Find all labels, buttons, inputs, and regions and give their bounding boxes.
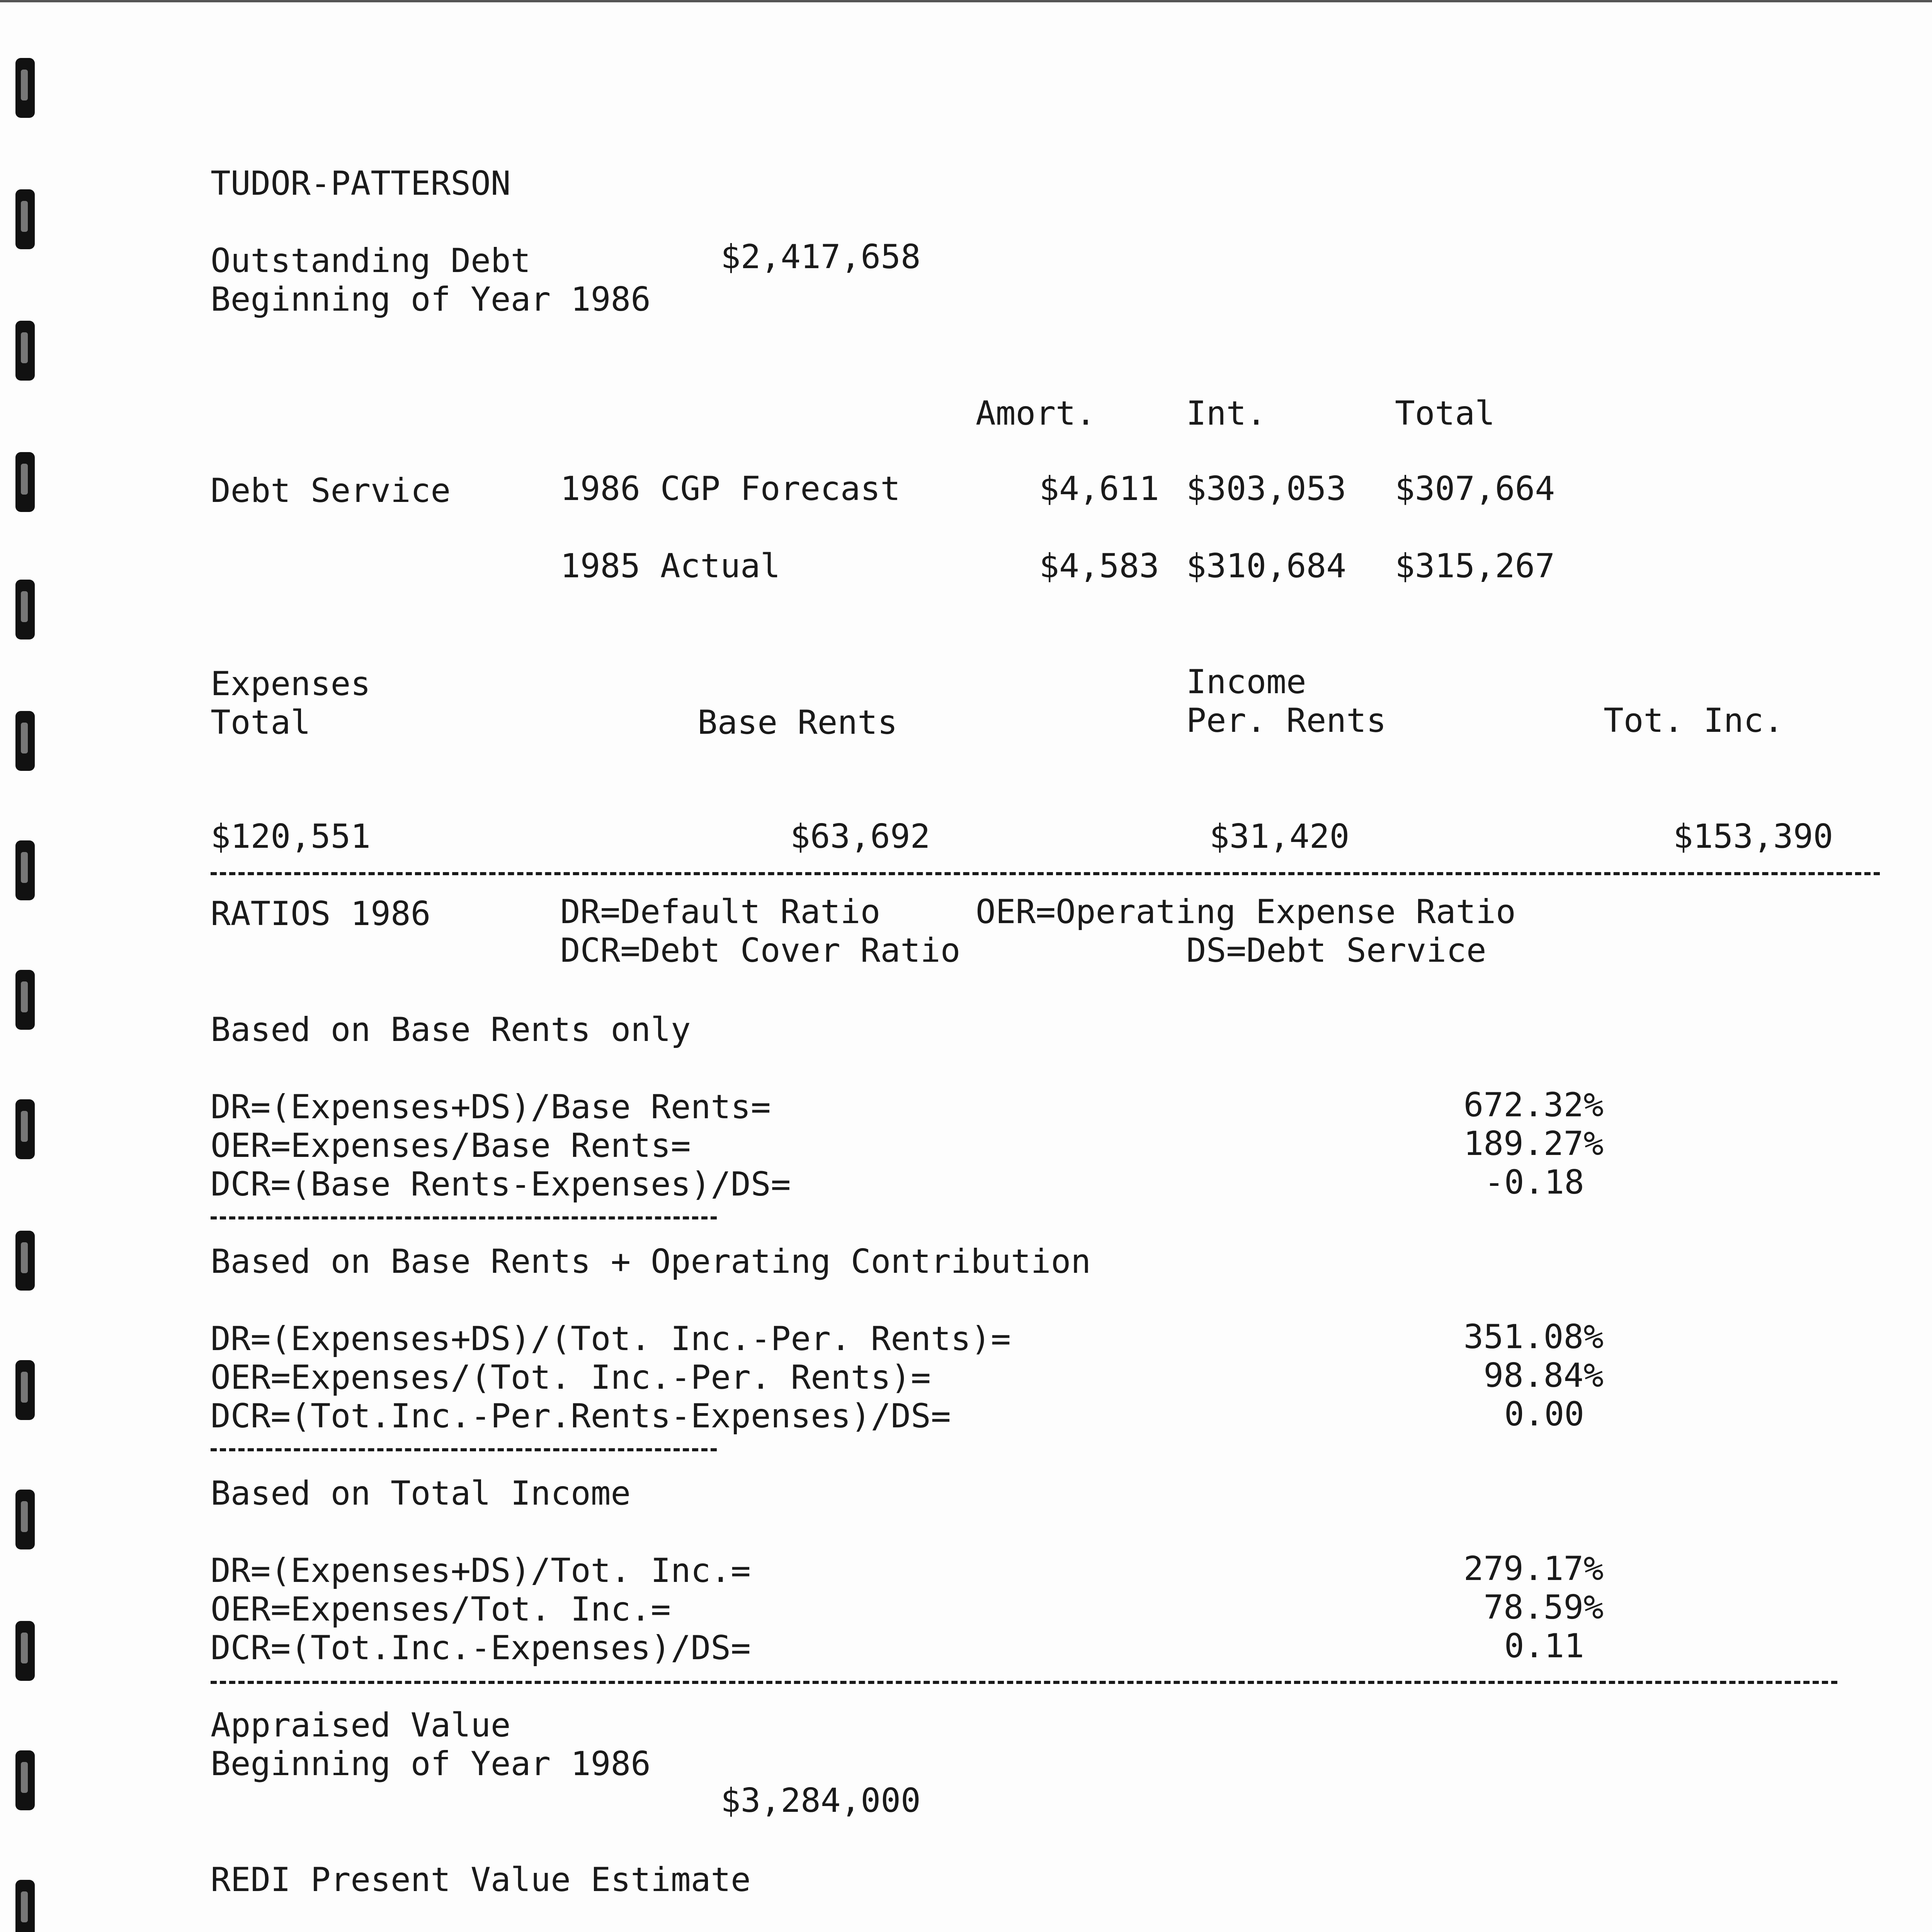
debt-service-total: $315,267: [1395, 547, 1555, 585]
debt-service-total: $307,664: [1395, 469, 1555, 508]
base-rents-label: Base Rents: [697, 703, 898, 742]
ratio-value: 98.84%: [1483, 1356, 1604, 1395]
punch-hole: [15, 1231, 35, 1291]
ratios-legend: DCR=Debt Cover Ratio: [560, 931, 961, 970]
punch-hole: [15, 452, 35, 512]
ratio-formula: DR=(Expenses+DS)/Tot. Inc.=: [211, 1551, 751, 1590]
redi-label: REDI Present Value Estimate: [211, 1861, 751, 1899]
ratio-value: 351.08%: [1463, 1318, 1604, 1356]
expenses-value: $120,551: [211, 817, 371, 856]
debt-service-row-label: 1986 CGP Forecast: [560, 469, 901, 508]
ratio-formula: OER=Expenses/Tot. Inc.=: [211, 1590, 671, 1629]
header-amort: Amort.: [976, 394, 1096, 433]
ratio-formula: DCR=(Tot.Inc.-Expenses)/DS=: [211, 1629, 751, 1667]
ratios-legend: OER=Operating Expense Ratio: [976, 893, 1516, 931]
header-total: Total: [1395, 394, 1495, 433]
income-label: Income: [1186, 663, 1306, 701]
ratio-formula: OER=Expenses/Base Rents=: [211, 1126, 691, 1165]
punch-hole: [15, 1880, 35, 1932]
ratios-title: RATIOS 1986: [211, 895, 431, 933]
punch-hole: [15, 1490, 35, 1549]
ratio-value: 0.00: [1504, 1395, 1584, 1434]
outstanding-debt-label: Outstanding Debt: [211, 242, 531, 280]
ratio-value: -0.18: [1484, 1163, 1584, 1202]
outstanding-debt-value: $2,417,658: [721, 238, 921, 276]
debt-service-int: $310,684: [1186, 547, 1347, 585]
ratio-formula: DCR=(Tot.Inc.-Per.Rents-Expenses)/DS=: [211, 1397, 951, 1435]
debt-service-amort: $4,583: [1039, 547, 1159, 585]
punch-hole: [15, 189, 35, 249]
ratio-formula: OER=Expenses/(Tot. Inc.-Per. Rents)=: [211, 1358, 931, 1397]
outstanding-debt-sub: Beginning of Year 1986: [211, 280, 651, 319]
debt-service-row-label: 1985 Actual: [560, 547, 781, 585]
ratio-group-title: Based on Base Rents only: [211, 1010, 691, 1049]
ratio-value: 279.17%: [1463, 1549, 1604, 1588]
debt-service-int: $303,053: [1186, 469, 1347, 508]
debt-service-amort: $4,611: [1039, 469, 1159, 508]
punch-hole: [15, 1621, 35, 1681]
per-rents-value: $31,420: [1209, 817, 1350, 856]
page-top-edge: [0, 0, 1932, 2]
section-divider: [211, 1681, 1837, 1684]
expenses-total-label: Total: [211, 703, 311, 742]
base-rents-value: $63,692: [790, 817, 930, 856]
header-int: Int.: [1186, 394, 1267, 433]
ratio-value: 189.27%: [1463, 1124, 1604, 1163]
debt-service-label: Debt Service: [211, 471, 451, 510]
per-rents-label: Per. Rents: [1186, 701, 1386, 740]
group-divider: [211, 1216, 717, 1219]
ratio-value: 0.11: [1504, 1627, 1584, 1665]
punch-hole: [15, 711, 35, 771]
ratio-value: 78.59%: [1483, 1588, 1604, 1627]
punch-hole: [15, 321, 35, 381]
ratio-group-title: Based on Base Rents + Operating Contribution: [211, 1242, 1091, 1281]
ratio-value: 672.32%: [1463, 1086, 1604, 1124]
tot-inc-label: Tot. Inc.: [1604, 701, 1784, 740]
document-title: TUDOR-PATTERSON: [211, 164, 511, 203]
ratio-group-title: Based on Total Income: [211, 1474, 631, 1513]
appraised-value-label: Appraised Value: [211, 1706, 511, 1745]
section-divider: [211, 872, 1880, 875]
ratios-legend: DS=Debt Service: [1186, 931, 1486, 970]
punch-hole: [15, 58, 35, 118]
tot-inc-value: $153,390: [1673, 817, 1833, 856]
ratio-formula: DR=(Expenses+DS)/(Tot. Inc.-Per. Rents)=: [211, 1320, 1011, 1358]
appraised-value: $3,284,000: [721, 1781, 921, 1820]
group-divider: [211, 1448, 717, 1451]
punch-hole: [15, 970, 35, 1030]
ratios-legend: DR=Default Ratio: [560, 893, 881, 931]
punch-hole: [15, 840, 35, 900]
expenses-label: Expenses: [211, 665, 371, 703]
punch-hole: [15, 1360, 35, 1420]
appraised-value-sub: Beginning of Year 1986: [211, 1745, 651, 1783]
ratio-formula: DCR=(Base Rents-Expenses)/DS=: [211, 1165, 791, 1204]
punch-hole: [15, 1750, 35, 1810]
punch-hole: [15, 1099, 35, 1159]
punch-hole: [15, 580, 35, 639]
ratio-formula: DR=(Expenses+DS)/Base Rents=: [211, 1088, 771, 1126]
